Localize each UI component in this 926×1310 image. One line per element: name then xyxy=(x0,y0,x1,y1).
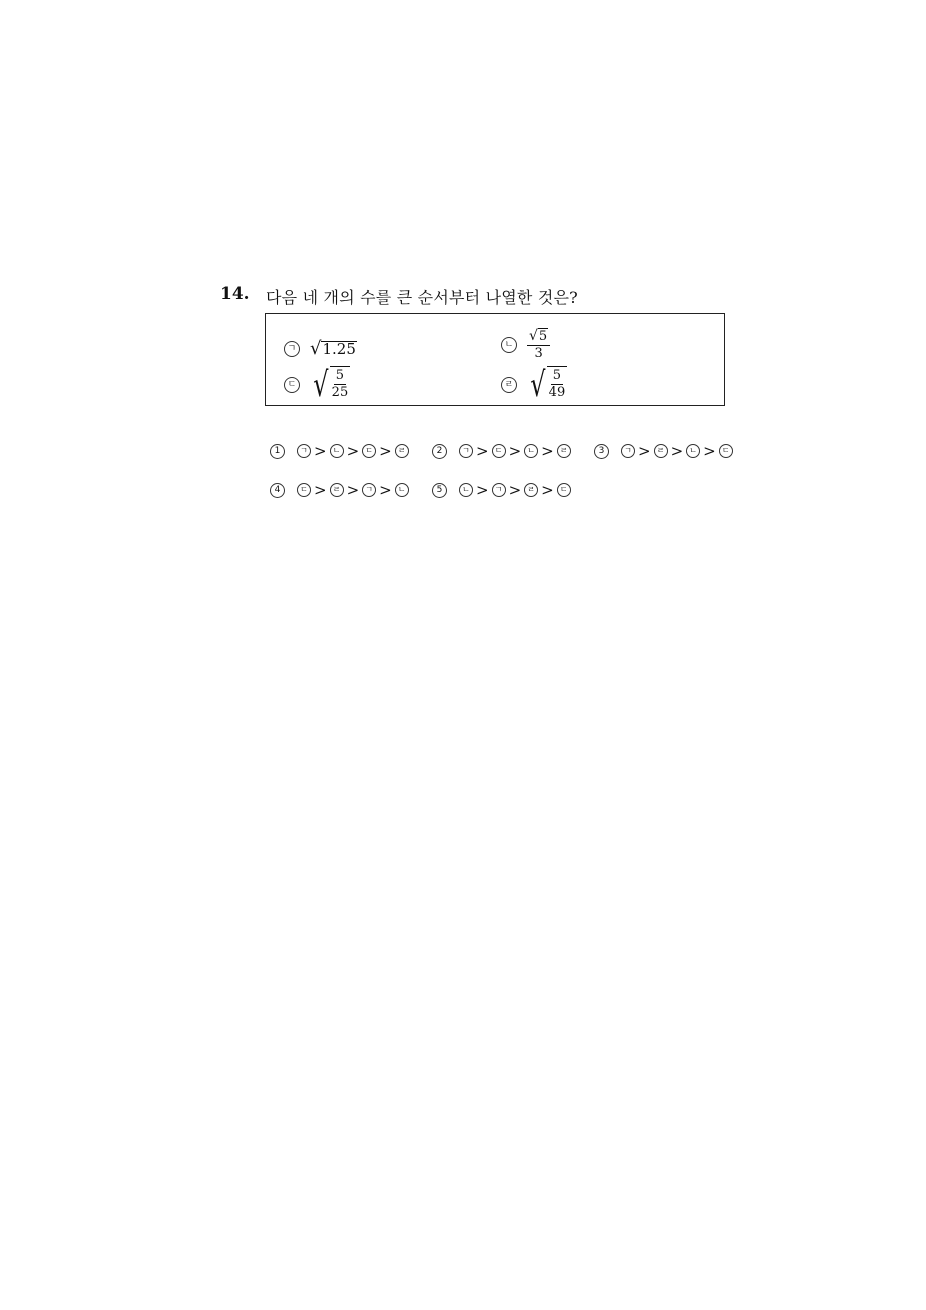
question-number: 14. xyxy=(220,284,250,304)
item-c xyxy=(284,365,350,405)
radical-sign: √ xyxy=(313,365,329,405)
item-mark: ㄴ xyxy=(524,444,538,458)
greater-than-sign: > xyxy=(508,481,522,499)
item-mark: ㄴ xyxy=(686,444,700,458)
choice-number: 2 xyxy=(432,444,447,459)
sqrt-fraction xyxy=(527,365,567,405)
choice-5[interactable] xyxy=(432,481,571,499)
greater-than-sign: > xyxy=(379,442,392,460)
greater-than-sign: > xyxy=(541,442,554,460)
choice-number: 1 xyxy=(270,444,285,459)
fraction xyxy=(330,366,351,401)
given-box xyxy=(265,313,725,406)
choice-4[interactable] xyxy=(270,481,409,499)
greater-than-sign: > xyxy=(638,442,651,460)
numerator: 5 xyxy=(551,369,563,385)
fraction xyxy=(547,366,568,401)
greater-than-sign: > xyxy=(541,481,554,499)
item-mark: ㄷ xyxy=(557,483,571,497)
item-mark: ㄱ xyxy=(621,444,635,458)
item-label: ㄹ xyxy=(501,377,517,393)
item-mark: ㄹ xyxy=(395,444,409,458)
numerator: √5 xyxy=(527,329,550,346)
choice-order xyxy=(297,442,409,460)
item-mark: ㄱ xyxy=(459,444,473,458)
fraction xyxy=(527,329,550,362)
denominator: 25 xyxy=(331,385,349,400)
choice-1[interactable] xyxy=(270,442,409,460)
radical-sign: √ xyxy=(529,328,538,344)
greater-than-sign: > xyxy=(346,442,360,460)
greater-than-sign: > xyxy=(346,481,360,499)
item-mark: ㄷ xyxy=(362,444,376,458)
greater-than-sign: > xyxy=(314,481,327,499)
choice-number: 3 xyxy=(594,444,609,459)
item-mark: ㄹ xyxy=(524,483,538,497)
item-mark: ㄱ xyxy=(492,483,506,497)
radical-sign: √ xyxy=(310,338,322,359)
item-label: ㄴ xyxy=(501,337,517,353)
item-label: ㄱ xyxy=(284,341,300,357)
greater-than-sign: > xyxy=(314,442,327,460)
item-mark: ㄱ xyxy=(297,444,311,458)
item-mark: ㄹ xyxy=(557,444,571,458)
radical-sign: √ xyxy=(530,365,546,405)
choice-number: 5 xyxy=(432,483,447,498)
choice-2[interactable] xyxy=(432,442,571,460)
item-mark: ㄷ xyxy=(492,444,506,458)
greater-than-sign: > xyxy=(476,442,489,460)
choice-number: 4 xyxy=(270,483,285,498)
greater-than-sign: > xyxy=(379,481,392,499)
item-d xyxy=(501,365,567,405)
item-b xyxy=(501,329,550,362)
item-mark: ㄷ xyxy=(719,444,733,458)
numerator: 5 xyxy=(334,369,346,385)
choice-order xyxy=(297,481,409,499)
radicand: 1.25 xyxy=(322,339,356,358)
item-label: ㄷ xyxy=(284,377,300,393)
item-mark: ㄹ xyxy=(330,483,344,497)
item-mark: ㄴ xyxy=(330,444,344,458)
item-mark: ㄹ xyxy=(654,444,668,458)
greater-than-sign: > xyxy=(508,442,522,460)
item-a xyxy=(284,340,357,358)
sqrt-expression xyxy=(310,340,357,358)
denominator: 3 xyxy=(534,346,543,362)
question-text: 다음 네 개의 수를 큰 순서부터 나열한 것은? xyxy=(266,288,578,307)
denominator: 49 xyxy=(548,385,566,400)
sqrt-fraction xyxy=(310,365,350,405)
choice-order xyxy=(459,442,571,460)
greater-than-sign: > xyxy=(703,442,716,460)
item-mark: ㄱ xyxy=(362,483,376,497)
choice-order xyxy=(621,442,733,460)
choice-3[interactable] xyxy=(594,442,733,460)
item-mark: ㄴ xyxy=(395,483,409,497)
greater-than-sign: > xyxy=(670,442,684,460)
greater-than-sign: > xyxy=(476,481,489,499)
choice-order xyxy=(459,481,571,499)
item-mark: ㄴ xyxy=(459,483,473,497)
item-mark: ㄷ xyxy=(297,483,311,497)
